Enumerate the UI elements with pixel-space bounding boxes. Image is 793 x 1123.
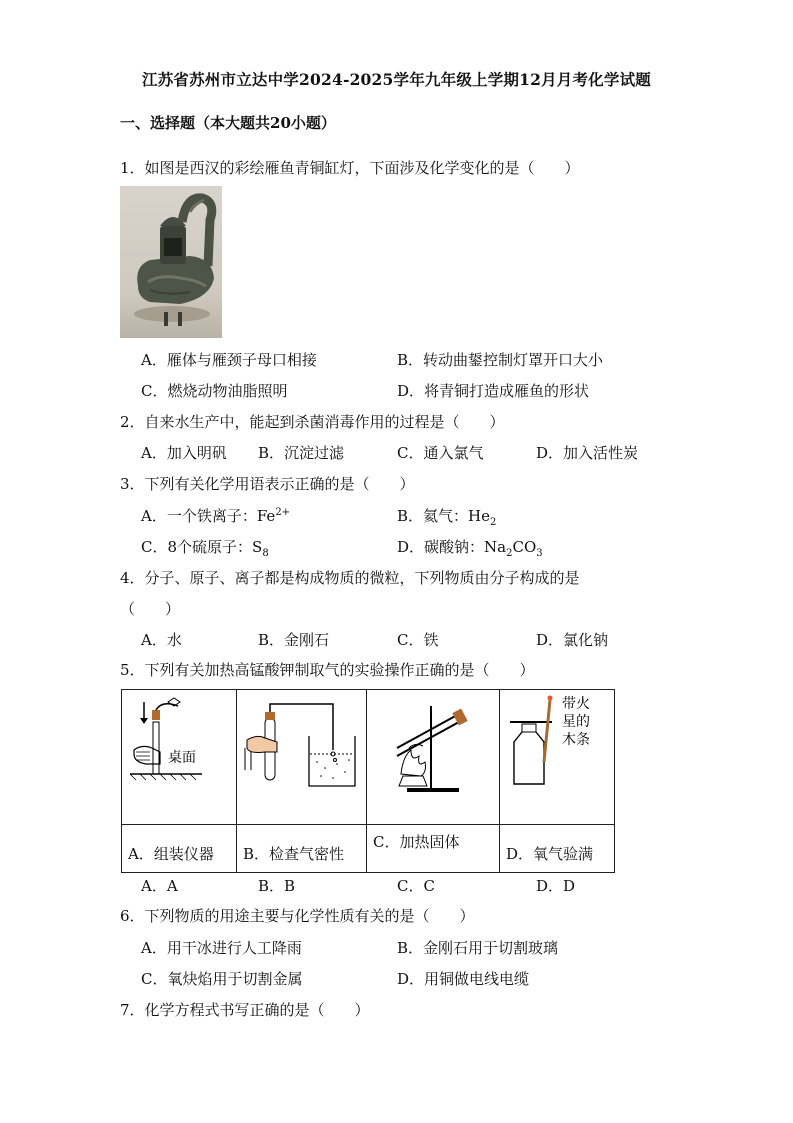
splint-label-1: 带火 (562, 696, 590, 712)
experiment-table (121, 689, 615, 873)
oxygen-full-test-figure (500, 690, 614, 802)
q5-stem: 5．下列有关加热高锰酸钾制取气的实验操作正确的是（ ） (120, 661, 535, 679)
cell-b-caption (237, 825, 367, 873)
q5-option-c: C．C (397, 877, 435, 895)
q3-option-d: D．碳酸钠：$Na_2CO_3$ (397, 538, 543, 559)
q2-stem: 2．自来水生产中，能起到杀菌消毒作用的过程是（ ） (120, 413, 505, 431)
q4-option-b: B．金刚石 (258, 631, 330, 649)
q2-option-c: C．通入氯气 (397, 444, 484, 462)
assemble-apparatus-figure (122, 690, 236, 802)
q6-stem: 6．下列物质的用途主要与化学性质有关的是（ ） (120, 907, 475, 925)
desk-label: 桌面 (168, 750, 196, 766)
q6-option-c: C．氧炔焰用于切割金属 (141, 970, 303, 988)
q3-stem: 3．下列有关化学用语表示正确的是（ ） (120, 475, 415, 493)
q5-option-b: B．B (258, 877, 296, 895)
q2-option-b: B．沉淀过滤 (258, 444, 345, 462)
splint-label-2: 星的 (562, 714, 590, 730)
q3-option-b: B．氦气：$He_2$ (397, 507, 497, 528)
cell-c-caption (367, 825, 500, 873)
airtightness-figure (237, 690, 366, 802)
q3-option-a: A．一个铁离子：$Fe^{2+}$ (141, 507, 291, 525)
q1-option-b: B．转动曲鋬控制灯罩开口大小 (397, 351, 604, 369)
cell-b-image (237, 690, 367, 825)
cell-c-image (367, 690, 500, 825)
q1-option-c: C．燃烧动物油脂照明 (141, 382, 288, 400)
q5-option-d: D．D (536, 877, 576, 895)
caption-b: B．检查气密性 (243, 845, 345, 864)
q2-option-d: D．加入活性炭 (536, 444, 639, 462)
q3-option-c: C．8个硫原子：$S_8$ (141, 538, 269, 559)
cell-d-caption (500, 825, 615, 873)
heat-solid-figure (367, 690, 499, 802)
caption-a: A．组装仪器 (128, 845, 214, 864)
q4-stem: 4．分子、原子、离子都是构成物质的微粒，下列物质由分子构成的是 (120, 569, 580, 587)
q4-option-a: A．水 (141, 631, 182, 649)
q5-option-a: A．A (141, 877, 178, 895)
q4-option-c: C．铁 (397, 631, 439, 649)
q1-option-d: D．将青铜打造成雁鱼的形状 (397, 382, 590, 400)
bronze-lamp-photo (120, 186, 222, 338)
caption-c: C．加热固体 (373, 833, 460, 852)
q4-option-d: D．氯化钠 (536, 631, 609, 649)
q6-option-d: D．用铜做电线电缆 (397, 970, 530, 988)
q1-option-a: A．雁体与雁颈子母口相接 (141, 351, 317, 369)
q2-option-a: A．加入明矾 (141, 444, 227, 462)
section-heading: 一、选择题（本大题共20小题） (120, 114, 336, 132)
q7-stem: 7．化学方程式书写正确的是（ ） (120, 1001, 370, 1019)
cell-a-image (122, 690, 237, 825)
q4-stem-bracket: （ ） (120, 600, 181, 618)
exam-title: 江苏省苏州市立达中学2024-2025学年九年级上学期12月月考化学试题 (142, 70, 651, 89)
q6-option-a: A．用干冰进行人工降雨 (141, 939, 302, 957)
q1-stem: 1．如图是西汉的彩绘雁鱼青铜缸灯，下面涉及化学变化的是（ ） (120, 159, 580, 177)
caption-d: D．氧气验满 (506, 845, 594, 864)
splint-label-3: 木条 (562, 732, 590, 748)
q6-option-b: B．金刚石用于切割玻璃 (397, 939, 559, 957)
cell-d-image (500, 690, 615, 825)
cell-a-caption (122, 825, 237, 873)
